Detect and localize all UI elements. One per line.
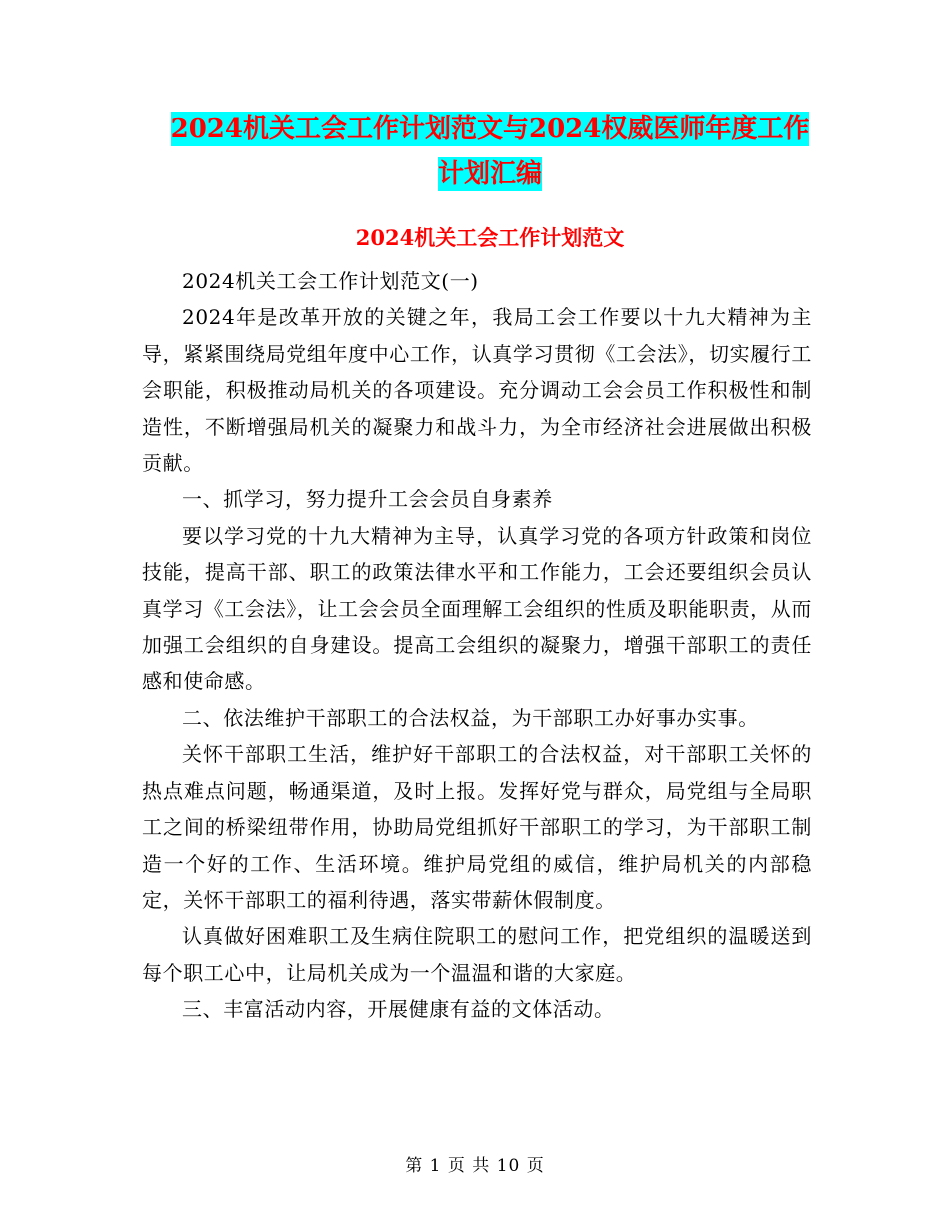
title-highlight-2: 计划汇编 xyxy=(437,159,542,189)
title-highlight-1: 2024机关工会工作计划范文与2024权威医师年度工作 xyxy=(170,114,810,144)
section-title: 2024机关工会工作计划范文 xyxy=(355,225,625,250)
paragraph: 要以学习党的十九大精神为主导，认真学习党的各项方针政策和岗位技能，提高干部、职工的政策法律水平和工作能力，工会还要组织会员认真学习《工会法》，让工会会员全面理解工会组织的性质及职能职责，从而加强工会组织的自身建设。提高工会组织的凝聚力，增强干部职工的责任感和使命感。 xyxy=(142,523,812,694)
paragraph-heading: 一、抓学习，努力提升工会会员自身素养 xyxy=(182,487,553,512)
paragraph: 认真做好困难职工及生病住院职工的慰问工作，把党组织的温暖送到每个职工心中，让局机关成为一个温温和谐的大家庭。 xyxy=(142,924,812,985)
page-footer: 第 1 页 共 10 页 xyxy=(405,1156,545,1176)
document-title-line-2 xyxy=(140,157,840,191)
paragraph-heading: 三、丰富活动内容，开展健康有益的文体活动。 xyxy=(182,997,615,1022)
paragraph-heading: 2024机关工会工作计划范文(一) xyxy=(182,269,479,293)
paragraph-heading: 二、依法维护干部职工的合法权益，为干部职工办好事办实事。 xyxy=(182,705,759,730)
document-title-line-1 xyxy=(140,112,840,146)
document-body xyxy=(142,263,812,1028)
paragraph: 2024年是改革开放的关键之年，我局工会工作要以十九大精神为主导，紧紧围绕局党组年度中心工作，认真学习贯彻《工会法》，切实履行工会职能，积极推动局机关的各项建设。充分调动工会会员工作积极性和制造性，不断增强局机关的凝聚力和战斗力，为全市经济社会进展做出积极贡献。 xyxy=(142,305,812,476)
paragraph: 关怀干部职工生活，维护好干部职工的合法权益，对干部职工关怀的热点难点问题，畅通渠道，及时上报。发挥好党与群众，局党组与全局职工之间的桥梁纽带作用，协助局党组抓好干部职工的学习，为干部职工制造一个好的工作、生活环境。维护局党组的威信，维护局机关的内部稳定，关怀干部职工的福利待遇，落实带薪休假制度。 xyxy=(142,742,812,912)
